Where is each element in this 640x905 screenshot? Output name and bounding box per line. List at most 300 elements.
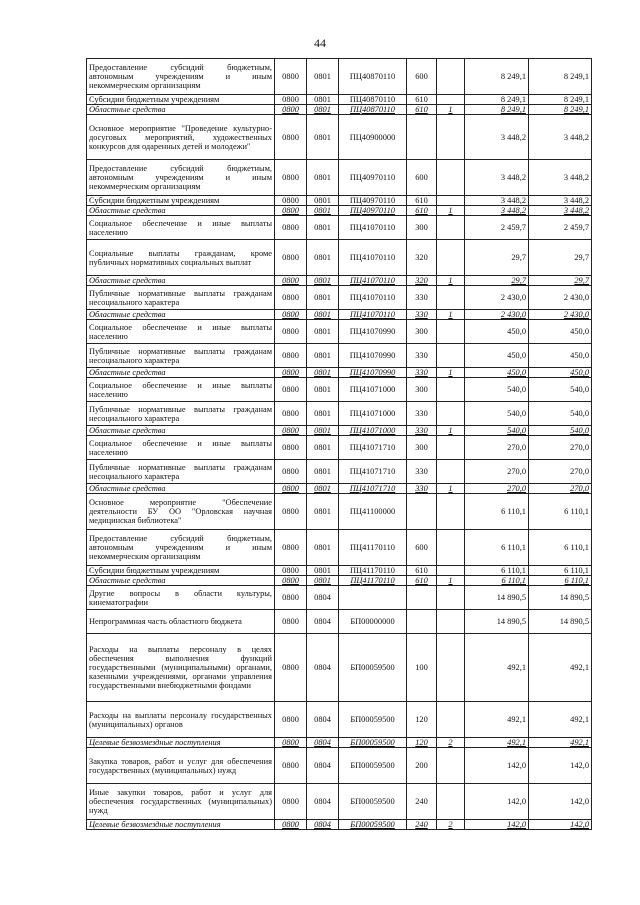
subsection-code-cell: 0801 (307, 368, 339, 378)
amount-cell: 540,0 (465, 378, 529, 402)
section-code-cell: 0800 (275, 484, 307, 494)
amount-alt-cell: 540,0 (529, 378, 592, 402)
expense-type-cell: 610 (407, 95, 437, 105)
section-code-cell: 0800 (275, 196, 307, 206)
amount-cell: 450,0 (465, 320, 529, 344)
funding-source-cell: 2 (437, 820, 465, 830)
section-code-cell: 0800 (275, 402, 307, 426)
expense-type-cell: 330 (407, 368, 437, 378)
funding-source-cell (437, 634, 465, 702)
funding-source-cell: 1 (437, 276, 465, 286)
table-row (87, 460, 592, 484)
subsection-code-cell: 0801 (307, 320, 339, 344)
table-row (87, 426, 592, 436)
section-code-cell: 0800 (275, 610, 307, 634)
amount-alt-cell: 142,0 (529, 784, 592, 820)
table-row (87, 344, 592, 368)
amount-cell: 3 448,2 (465, 206, 529, 216)
subsection-code-cell: 0801 (307, 530, 339, 566)
row-name-cell: Целевые безвозмездные поступления (87, 738, 275, 748)
expense-type-cell: 320 (407, 276, 437, 286)
table-row (87, 820, 592, 830)
row-name-cell: Областные средства (87, 368, 275, 378)
funding-source-cell (437, 566, 465, 576)
funding-source-cell (437, 216, 465, 240)
section-code-cell: 0800 (275, 115, 307, 160)
section-code-cell: 0800 (275, 702, 307, 738)
section-code-cell: 0800 (275, 494, 307, 530)
target-article-cell: ПЦ40970110 (339, 206, 407, 216)
section-code-cell: 0800 (275, 378, 307, 402)
amount-alt-cell: 6 110,1 (529, 566, 592, 576)
expense-type-cell (407, 586, 437, 610)
amount-alt-cell: 142,0 (529, 748, 592, 784)
table-row (87, 402, 592, 426)
target-article-cell: ПЦ41071710 (339, 436, 407, 460)
target-article-cell: ПЦ41071000 (339, 402, 407, 426)
subsection-code-cell: 0801 (307, 494, 339, 530)
funding-source-cell: 1 (437, 484, 465, 494)
table-row (87, 634, 592, 702)
target-article-cell: БП00059500 (339, 748, 407, 784)
amount-cell: 14 890,5 (465, 610, 529, 634)
subsection-code-cell: 0801 (307, 196, 339, 206)
subsection-code-cell: 0801 (307, 566, 339, 576)
table-row (87, 216, 592, 240)
target-article-cell: ПЦ41071000 (339, 426, 407, 436)
section-code-cell: 0800 (275, 820, 307, 830)
row-name-cell: Публичные нормативные выплаты гражданам несоциального характера (87, 402, 275, 426)
funding-source-cell (437, 115, 465, 160)
subsection-code-cell: 0801 (307, 484, 339, 494)
funding-source-cell: 1 (437, 206, 465, 216)
table-row (87, 276, 592, 286)
section-code-cell: 0800 (275, 634, 307, 702)
funding-source-cell: 1 (437, 576, 465, 586)
table-row (87, 206, 592, 216)
section-code-cell: 0800 (275, 216, 307, 240)
amount-alt-cell: 6 110,1 (529, 494, 592, 530)
funding-source-cell (437, 748, 465, 784)
amount-cell: 2 430,0 (465, 286, 529, 310)
expense-type-cell: 200 (407, 748, 437, 784)
funding-source-cell: 1 (437, 310, 465, 320)
amount-cell: 270,0 (465, 436, 529, 460)
section-code-cell: 0800 (275, 344, 307, 368)
funding-source-cell (437, 702, 465, 738)
amount-alt-cell: 492,1 (529, 634, 592, 702)
expense-type-cell: 300 (407, 378, 437, 402)
table-row (87, 196, 592, 206)
subsection-code-cell: 0801 (307, 115, 339, 160)
amount-alt-cell: 29,7 (529, 276, 592, 286)
table-row (87, 160, 592, 196)
table-row (87, 586, 592, 610)
amount-alt-cell: 450,0 (529, 344, 592, 368)
amount-alt-cell: 6 110,1 (529, 530, 592, 566)
expense-type-cell: 300 (407, 320, 437, 344)
table-row (87, 748, 592, 784)
subsection-code-cell: 0801 (307, 206, 339, 216)
target-article-cell: ПЦ40870110 (339, 95, 407, 105)
row-name-cell: Предоставление субсидий бюджетным, автономным учреждениям и иным некоммерческим организациям (87, 59, 275, 95)
subsection-code-cell: 0801 (307, 402, 339, 426)
amount-cell: 3 448,2 (465, 160, 529, 196)
subsection-code-cell: 0801 (307, 59, 339, 95)
amount-cell: 6 110,1 (465, 576, 529, 586)
row-name-cell: Иные закупки товаров, работ и услуг для обеспечения государственных (муниципальных) нужд (87, 784, 275, 820)
amount-cell: 6 110,1 (465, 530, 529, 566)
expense-type-cell: 600 (407, 160, 437, 196)
target-article-cell: ПЦ41100000 (339, 494, 407, 530)
row-name-cell: Областные средства (87, 105, 275, 115)
section-code-cell: 0800 (275, 738, 307, 748)
row-name-cell: Основное мероприятие "Обеспечение деятельности БУ ОО "Орловская научная медицинская библиотека" (87, 494, 275, 530)
expense-type-cell: 610 (407, 206, 437, 216)
table-row (87, 105, 592, 115)
amount-cell: 492,1 (465, 702, 529, 738)
subsection-code-cell: 0804 (307, 738, 339, 748)
subsection-code-cell: 0801 (307, 160, 339, 196)
section-code-cell: 0800 (275, 460, 307, 484)
expense-type-cell: 330 (407, 484, 437, 494)
table-row (87, 484, 592, 494)
amount-alt-cell: 142,0 (529, 820, 592, 830)
table-row (87, 576, 592, 586)
subsection-code-cell: 0804 (307, 784, 339, 820)
expense-type-cell: 330 (407, 286, 437, 310)
amount-cell: 540,0 (465, 426, 529, 436)
target-article-cell: ПЦ41070110 (339, 216, 407, 240)
subsection-code-cell: 0801 (307, 105, 339, 115)
expense-type-cell (407, 610, 437, 634)
amount-alt-cell: 540,0 (529, 402, 592, 426)
funding-source-cell (437, 95, 465, 105)
target-article-cell: ПЦ41071000 (339, 378, 407, 402)
row-name-cell: Областные средства (87, 310, 275, 320)
row-name-cell: Субсидии бюджетным учреждениям (87, 196, 275, 206)
subsection-code-cell: 0804 (307, 748, 339, 784)
section-code-cell: 0800 (275, 105, 307, 115)
row-name-cell: Закупка товаров, работ и услуг для обеспечения государственных (муниципальных) нужд (87, 748, 275, 784)
section-code-cell: 0800 (275, 566, 307, 576)
budget-table (86, 58, 592, 830)
amount-cell: 270,0 (465, 460, 529, 484)
amount-alt-cell: 29,7 (529, 240, 592, 276)
amount-alt-cell: 270,0 (529, 436, 592, 460)
section-code-cell: 0800 (275, 586, 307, 610)
expense-type-cell: 330 (407, 402, 437, 426)
funding-source-cell (437, 240, 465, 276)
funding-source-cell (437, 402, 465, 426)
expense-type-cell (407, 494, 437, 530)
row-name-cell: Субсидии бюджетным учреждениям (87, 566, 275, 576)
funding-source-cell (437, 784, 465, 820)
section-code-cell: 0800 (275, 276, 307, 286)
amount-cell: 6 110,1 (465, 566, 529, 576)
funding-source-cell (437, 344, 465, 368)
expense-type-cell: 610 (407, 576, 437, 586)
funding-source-cell (437, 530, 465, 566)
table-row (87, 95, 592, 105)
subsection-code-cell: 0801 (307, 95, 339, 105)
amount-alt-cell: 8 249,1 (529, 59, 592, 95)
expense-type-cell: 120 (407, 738, 437, 748)
funding-source-cell (437, 160, 465, 196)
row-name-cell: Публичные нормативные выплаты гражданам несоциального характера (87, 344, 275, 368)
amount-cell: 2 459,7 (465, 216, 529, 240)
amount-cell: 450,0 (465, 368, 529, 378)
expense-type-cell: 300 (407, 436, 437, 460)
table-row (87, 240, 592, 276)
expense-type-cell: 330 (407, 310, 437, 320)
subsection-code-cell: 0801 (307, 344, 339, 368)
target-article-cell: ПЦ40970110 (339, 196, 407, 206)
section-code-cell: 0800 (275, 576, 307, 586)
expense-type-cell: 120 (407, 702, 437, 738)
amount-alt-cell: 3 448,2 (529, 196, 592, 206)
funding-source-cell: 1 (437, 426, 465, 436)
amount-cell: 492,1 (465, 738, 529, 748)
amount-alt-cell: 540,0 (529, 426, 592, 436)
subsection-code-cell: 0801 (307, 286, 339, 310)
subsection-code-cell: 0801 (307, 426, 339, 436)
section-code-cell: 0800 (275, 206, 307, 216)
table-row (87, 115, 592, 160)
amount-cell: 8 249,1 (465, 59, 529, 95)
amount-cell: 6 110,1 (465, 494, 529, 530)
expense-type-cell: 330 (407, 460, 437, 484)
subsection-code-cell: 0804 (307, 610, 339, 634)
expense-type-cell: 610 (407, 196, 437, 206)
expense-type-cell: 240 (407, 784, 437, 820)
section-code-cell: 0800 (275, 286, 307, 310)
table-row (87, 494, 592, 530)
section-code-cell: 0800 (275, 368, 307, 378)
subsection-code-cell: 0804 (307, 634, 339, 702)
table-row (87, 320, 592, 344)
target-article-cell: ПЦ41070990 (339, 320, 407, 344)
amount-cell: 29,7 (465, 276, 529, 286)
row-name-cell: Социальное обеспечение и иные выплаты населению (87, 378, 275, 402)
subsection-code-cell: 0801 (307, 436, 339, 460)
target-article-cell: БП00059500 (339, 820, 407, 830)
section-code-cell: 0800 (275, 59, 307, 95)
amount-alt-cell: 6 110,1 (529, 576, 592, 586)
funding-source-cell (437, 59, 465, 95)
section-code-cell: 0800 (275, 436, 307, 460)
amount-alt-cell: 270,0 (529, 460, 592, 484)
amount-alt-cell: 2 459,7 (529, 216, 592, 240)
amount-alt-cell: 450,0 (529, 368, 592, 378)
subsection-code-cell: 0801 (307, 310, 339, 320)
target-article-cell: БП00059500 (339, 784, 407, 820)
funding-source-cell (437, 610, 465, 634)
expense-type-cell: 240 (407, 820, 437, 830)
table-row (87, 59, 592, 95)
section-code-cell: 0800 (275, 530, 307, 566)
subsection-code-cell: 0801 (307, 216, 339, 240)
amount-cell: 3 448,2 (465, 196, 529, 206)
table-row (87, 368, 592, 378)
target-article-cell: ПЦ41070990 (339, 344, 407, 368)
row-name-cell: Областные средства (87, 276, 275, 286)
target-article-cell: ПЦ41071710 (339, 484, 407, 494)
target-article-cell: ПЦ40900000 (339, 115, 407, 160)
subsection-code-cell: 0801 (307, 378, 339, 402)
row-name-cell: Социальное обеспечение и иные выплаты населению (87, 216, 275, 240)
expense-type-cell: 320 (407, 240, 437, 276)
section-code-cell: 0800 (275, 748, 307, 784)
target-article-cell: БП00059500 (339, 634, 407, 702)
target-article-cell: ПЦ40970110 (339, 160, 407, 196)
amount-alt-cell: 492,1 (529, 702, 592, 738)
row-name-cell: Областные средства (87, 426, 275, 436)
amount-alt-cell: 270,0 (529, 484, 592, 494)
section-code-cell: 0800 (275, 784, 307, 820)
amount-cell: 2 430,0 (465, 310, 529, 320)
row-name-cell: Областные средства (87, 484, 275, 494)
table-row (87, 286, 592, 310)
expense-type-cell: 100 (407, 634, 437, 702)
page-number: 44 (314, 36, 326, 50)
row-name-cell: Целевые безвозмездные поступления (87, 820, 275, 830)
row-name-cell: Расходы на выплаты персоналу в целях обеспечения выполнения функций государственными (муниципальными) органами, казенными учреждениями, органами управления государственными внебюджетными фондами (87, 634, 275, 702)
target-article-cell: ПЦ41070110 (339, 276, 407, 286)
expense-type-cell: 600 (407, 530, 437, 566)
amount-alt-cell: 2 430,0 (529, 310, 592, 320)
amount-alt-cell: 3 448,2 (529, 115, 592, 160)
row-name-cell: Социальное обеспечение и иные выплаты населению (87, 436, 275, 460)
amount-alt-cell: 8 249,1 (529, 105, 592, 115)
amount-cell: 450,0 (465, 344, 529, 368)
amount-cell: 142,0 (465, 748, 529, 784)
funding-source-cell: 1 (437, 368, 465, 378)
funding-source-cell (437, 436, 465, 460)
row-name-cell: Областные средства (87, 206, 275, 216)
row-name-cell: Социальное обеспечение и иные выплаты населению (87, 320, 275, 344)
funding-source-cell (437, 196, 465, 206)
amount-alt-cell: 14 890,5 (529, 610, 592, 634)
amount-alt-cell: 3 448,2 (529, 160, 592, 196)
amount-cell: 3 448,2 (465, 115, 529, 160)
target-article-cell: ПЦ40870110 (339, 105, 407, 115)
subsection-code-cell: 0804 (307, 586, 339, 610)
section-code-cell: 0800 (275, 240, 307, 276)
section-code-cell: 0800 (275, 160, 307, 196)
row-name-cell: Непрограммная часть областного бюджета (87, 610, 275, 634)
section-code-cell: 0800 (275, 320, 307, 344)
amount-cell: 8 249,1 (465, 95, 529, 105)
funding-source-cell (437, 320, 465, 344)
table-row (87, 702, 592, 738)
table-row (87, 738, 592, 748)
funding-source-cell (437, 586, 465, 610)
table-row (87, 610, 592, 634)
amount-alt-cell: 492,1 (529, 738, 592, 748)
funding-source-cell: 1 (437, 105, 465, 115)
target-article-cell: ПЦ40870110 (339, 59, 407, 95)
expense-type-cell: 300 (407, 216, 437, 240)
target-article-cell: ПЦ41070110 (339, 310, 407, 320)
target-article-cell: ПЦ41070110 (339, 240, 407, 276)
expense-type-cell: 610 (407, 105, 437, 115)
table-row (87, 566, 592, 576)
row-name-cell: Расходы на выплаты персоналу государственных (муниципальных) органов (87, 702, 275, 738)
section-code-cell: 0800 (275, 426, 307, 436)
expense-type-cell: 610 (407, 566, 437, 576)
table-row (87, 310, 592, 320)
subsection-code-cell: 0801 (307, 276, 339, 286)
row-name-cell: Предоставление субсидий бюджетным, автономным учреждениям и иным некоммерческим организациям (87, 160, 275, 196)
amount-cell: 8 249,1 (465, 105, 529, 115)
section-code-cell: 0800 (275, 310, 307, 320)
amount-cell: 142,0 (465, 784, 529, 820)
target-article-cell: БП00059500 (339, 738, 407, 748)
table-row (87, 784, 592, 820)
funding-source-cell (437, 378, 465, 402)
expense-type-cell: 600 (407, 59, 437, 95)
budget-table-body (87, 59, 592, 830)
target-article-cell: ПЦ41170110 (339, 566, 407, 576)
subsection-code-cell: 0801 (307, 240, 339, 276)
target-article-cell: ПЦ41070110 (339, 286, 407, 310)
row-name-cell: Другие вопросы в области культуры, кинематографии (87, 586, 275, 610)
amount-alt-cell: 8 249,1 (529, 95, 592, 105)
row-name-cell: Социальные выплаты гражданам, кроме публичных нормативных социальных выплат (87, 240, 275, 276)
amount-alt-cell: 3 448,2 (529, 206, 592, 216)
subsection-code-cell: 0801 (307, 576, 339, 586)
table-row (87, 436, 592, 460)
subsection-code-cell: 0801 (307, 460, 339, 484)
row-name-cell: Публичные нормативные выплаты гражданам несоциального характера (87, 460, 275, 484)
amount-alt-cell: 14 890,5 (529, 586, 592, 610)
amount-cell: 142,0 (465, 820, 529, 830)
funding-source-cell: 2 (437, 738, 465, 748)
expense-type-cell: 330 (407, 426, 437, 436)
amount-cell: 540,0 (465, 402, 529, 426)
row-name-cell: Областные средства (87, 576, 275, 586)
amount-cell: 270,0 (465, 484, 529, 494)
table-row (87, 378, 592, 402)
funding-source-cell (437, 460, 465, 484)
amount-cell: 492,1 (465, 634, 529, 702)
row-name-cell: Основное мероприятие "Проведение культурно-досуговых мероприятий, художественных конкурсов для одаренных детей и молодежи" (87, 115, 275, 160)
target-article-cell: БП00059500 (339, 702, 407, 738)
target-article-cell: ПЦ41071710 (339, 460, 407, 484)
target-article-cell: ПЦ41070990 (339, 368, 407, 378)
target-article-cell: ПЦ41170110 (339, 530, 407, 566)
amount-alt-cell: 2 430,0 (529, 286, 592, 310)
expense-type-cell: 330 (407, 344, 437, 368)
expense-type-cell (407, 115, 437, 160)
row-name-cell: Субсидии бюджетным учреждениям (87, 95, 275, 105)
row-name-cell: Предоставление субсидий бюджетным, автономным учреждениям и иным некоммерческим организациям (87, 530, 275, 566)
row-name-cell: Публичные нормативные выплаты гражданам несоциального характера (87, 286, 275, 310)
subsection-code-cell: 0804 (307, 702, 339, 738)
funding-source-cell (437, 494, 465, 530)
amount-cell: 29,7 (465, 240, 529, 276)
subsection-code-cell: 0804 (307, 820, 339, 830)
target-article-cell: ПЦ41170110 (339, 576, 407, 586)
amount-cell: 14 890,5 (465, 586, 529, 610)
funding-source-cell (437, 286, 465, 310)
target-article-cell (339, 586, 407, 610)
section-code-cell: 0800 (275, 95, 307, 105)
target-article-cell: БП00000000 (339, 610, 407, 634)
table-row (87, 530, 592, 566)
amount-alt-cell: 450,0 (529, 320, 592, 344)
